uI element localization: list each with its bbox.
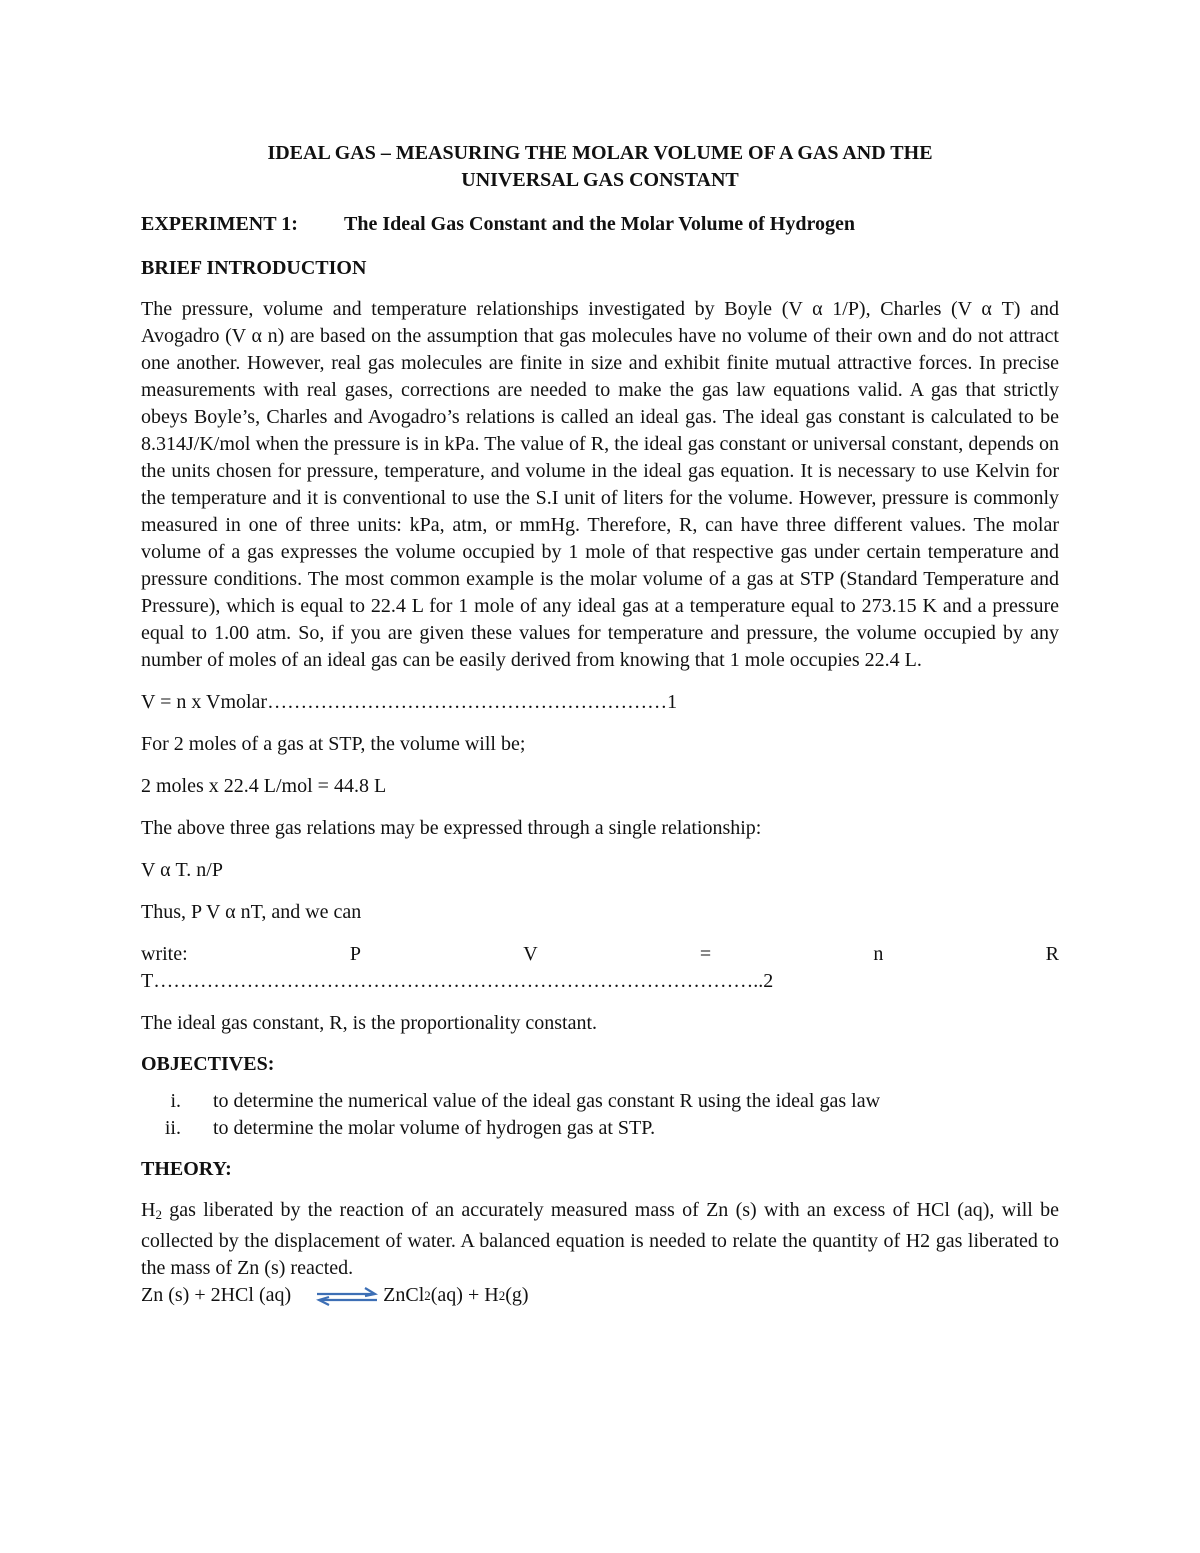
equation-2-continuation: T………………………………………………………………………………..2 xyxy=(141,970,774,992)
list-item xyxy=(141,1088,1059,1115)
theory-heading: THEORY: xyxy=(141,1158,232,1180)
intro-heading: BRIEF INTRODUCTION xyxy=(141,257,367,279)
objective-text: to determine the numerical value of the ideal gas constant R using the ideal gas law xyxy=(213,1090,881,1112)
objectives-heading: OBJECTIVES: xyxy=(141,1053,275,1075)
list-item xyxy=(141,1115,1059,1142)
objective-number: ii. xyxy=(164,1117,181,1139)
equation-2-term: n xyxy=(873,943,884,965)
experiment-label: EXPERIMENT 1: xyxy=(141,213,298,235)
objective-number: i. xyxy=(170,1090,181,1112)
reaction-reactants: Zn (s) + 2HCl (aq) xyxy=(141,1284,292,1306)
theory-paragraph xyxy=(141,1197,1059,1282)
equation-2-term: P xyxy=(349,943,361,965)
equation-2-row xyxy=(141,941,1059,968)
reaction-product-zncl: ZnCl xyxy=(383,1284,425,1306)
reaction-product-state: (g) xyxy=(505,1284,529,1306)
document-title-line1: IDEAL GAS – MEASURING THE MOLAR VOLUME OF A GAS AND THE xyxy=(267,142,933,164)
equation-2-term: V xyxy=(523,943,538,965)
equation-2-term: R xyxy=(1045,943,1059,965)
equation-2-term: = xyxy=(699,943,712,965)
intro-paragraph: The pressure, volume and temperature relationships investigated by Boyle (V α 1/P), Charles (V α T) and Avogadro (V α n) are based on the assumption that gas molecules have no volume of their own and do not attract one another. However, real gas molecules are finite in size and exhibit finite mutual attractive forces. In precise measurements with real gases, corrections are needed to make the gas law equations valid. A gas that strictly obeys Boyle’s, Charles and Avogadro’s relations is called an ideal gas. The ideal gas constant is calculated to be 8.314J/K/mol when the pressure is in kPa. The value of R, the ideal gas constant or universal constant, depends on the units chosen for pressure, temperature, and volume in the ideal gas equation. It is necessary to use Kelvin for the temperature and it is conventional to use the S.I unit of liters for the volume. However, pressure is commonly measured in one of three units: kPa, atm, or mmHg. Therefore, R, can have three different values. The molar volume of a gas expresses the volume occupied by 1 mole of that respective gas under certain temperature and pressure conditions. The most common example is the molar volume of a gas at STP (Standard Temperature and Pressure), which is equal to 22.4 L for 1 mole of any ideal gas at a temperature equal to 273.15 K and a pressure equal to 1.00 atm. So, if you are given these values for temperature and pressure, the volume occupied by any number of moles of an ideal gas can be easily derived from knowing that 1 mole occupies 22.4 L. xyxy=(141,298,1059,671)
calculation-line: 2 moles x 22.4 L/mol = 44.8 L xyxy=(141,775,387,797)
theory-h: H xyxy=(141,1199,156,1221)
objective-text: to determine the molar volume of hydrogen gas at STP. xyxy=(213,1117,656,1139)
theory-subscript: 2 xyxy=(155,1207,162,1222)
document-body xyxy=(141,140,1059,1309)
reaction-equation xyxy=(141,1282,1059,1309)
document-title-line2: UNIVERSAL GAS CONSTANT xyxy=(461,169,739,191)
reaction-subscript: 2 xyxy=(498,1288,506,1303)
reaction-product-text: (aq) + H xyxy=(430,1284,499,1306)
proportion-line: V α T. n/P xyxy=(141,859,223,881)
experiment-heading xyxy=(141,211,1059,238)
experiment-title: The Ideal Gas Constant and the Molar Volume of Hydrogen xyxy=(344,213,855,235)
reaction-subscript: 2 xyxy=(424,1288,431,1303)
constant-line: The ideal gas constant, R, is the proportionality constant. xyxy=(141,1012,598,1034)
equation-2-term: write: xyxy=(141,943,188,965)
relations-line: The above three gas relations may be expressed through a single relationship: xyxy=(141,817,762,839)
equilibrium-arrow-icon xyxy=(315,1285,379,1307)
objectives-list xyxy=(141,1088,1059,1142)
thus-line: Thus, P V α nT, and we can xyxy=(141,901,362,923)
equation-1: V = n x Vmolar……………………………………………………1 xyxy=(141,691,678,713)
stp-line: For 2 moles of a gas at STP, the volume will be; xyxy=(141,733,526,755)
theory-text: gas liberated by the reaction of an accurately measured mass of Zn (s) with an excess of HCl (aq), will be collected by the displacement of water. A balanced equation is needed to relate the quantity of H2 gas liberated to the mass of Zn (s) reacted. xyxy=(141,1199,1059,1279)
